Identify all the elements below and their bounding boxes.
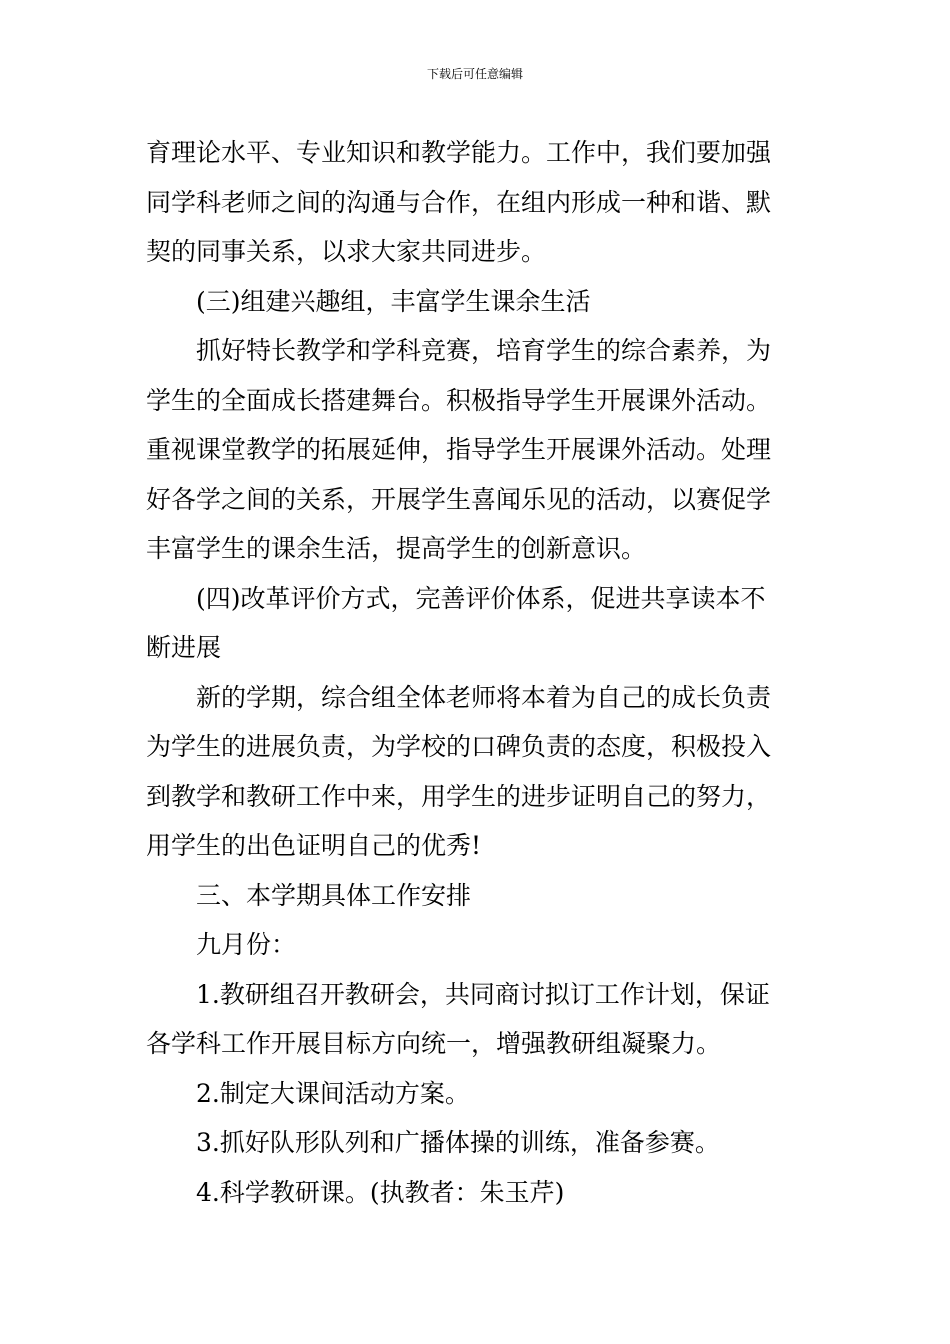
text-line: (三)组建兴趣组，丰富学生课余生活 <box>196 286 591 316</box>
text-line: 为学生的进展负责，为学校的口碑负责的态度，积极投入 <box>146 732 772 761</box>
text-line: 丰富学生的课余生活，提高学生的创新意识。 <box>146 534 647 563</box>
text-line: 九月份： <box>196 930 297 959</box>
text-line: 新的学期，综合组全体老师将本着为自己的成长负责 <box>196 682 772 712</box>
text-line: 育理论水平、专业知识和教学能力。工作中，我们要加强 <box>146 138 772 167</box>
text-line: 1.教研组召开教研会，共同商讨拟订工作计划，保证 <box>196 979 770 1009</box>
text-line: 学生的全面成长搭建舞台。积极指导学生开展课外活动。 <box>146 385 772 415</box>
page-header-note: 下载后可任意编辑 <box>426 67 523 81</box>
text-line: 2.制定大课间活动方案。 <box>196 1078 470 1108</box>
document-body <box>146 128 806 1217</box>
text-line: 4.科学教研课。(执教者：朱玉芹) <box>196 1177 565 1207</box>
text-line: 3.抓好队形队列和广播体操的训练，准备参赛。 <box>196 1128 720 1157</box>
text-line: 好各学之间的关系，开展学生喜闻乐见的活动，以赛促学 <box>146 484 772 514</box>
text-line: 到教学和教研工作中来，用学生的进步证明自己的努力， <box>146 781 772 811</box>
text-line: (四)改革评价方式，完善评价体系，促进共享读本不 <box>196 583 766 613</box>
text-line: 重视课堂教学的拓展延伸，指导学生开展课外活动。处理 <box>146 435 772 464</box>
text-line: 各学科工作开展目标方向统一，增强教研组凝聚力。 <box>146 1029 722 1058</box>
text-line: 抓好特长教学和学科竞赛，培育学生的综合素养，为 <box>196 336 772 365</box>
text-line: 用学生的出色证明自己的优秀! <box>146 831 482 860</box>
text-line: 断进展 <box>146 633 222 662</box>
text-line: 同学科老师之间的沟通与合作，在组内形成一种和谐、默 <box>146 187 772 217</box>
text-line: 契的同事关系，以求大家共同进步。 <box>146 237 547 266</box>
text-line: 三、本学期具体工作安排 <box>196 880 472 910</box>
